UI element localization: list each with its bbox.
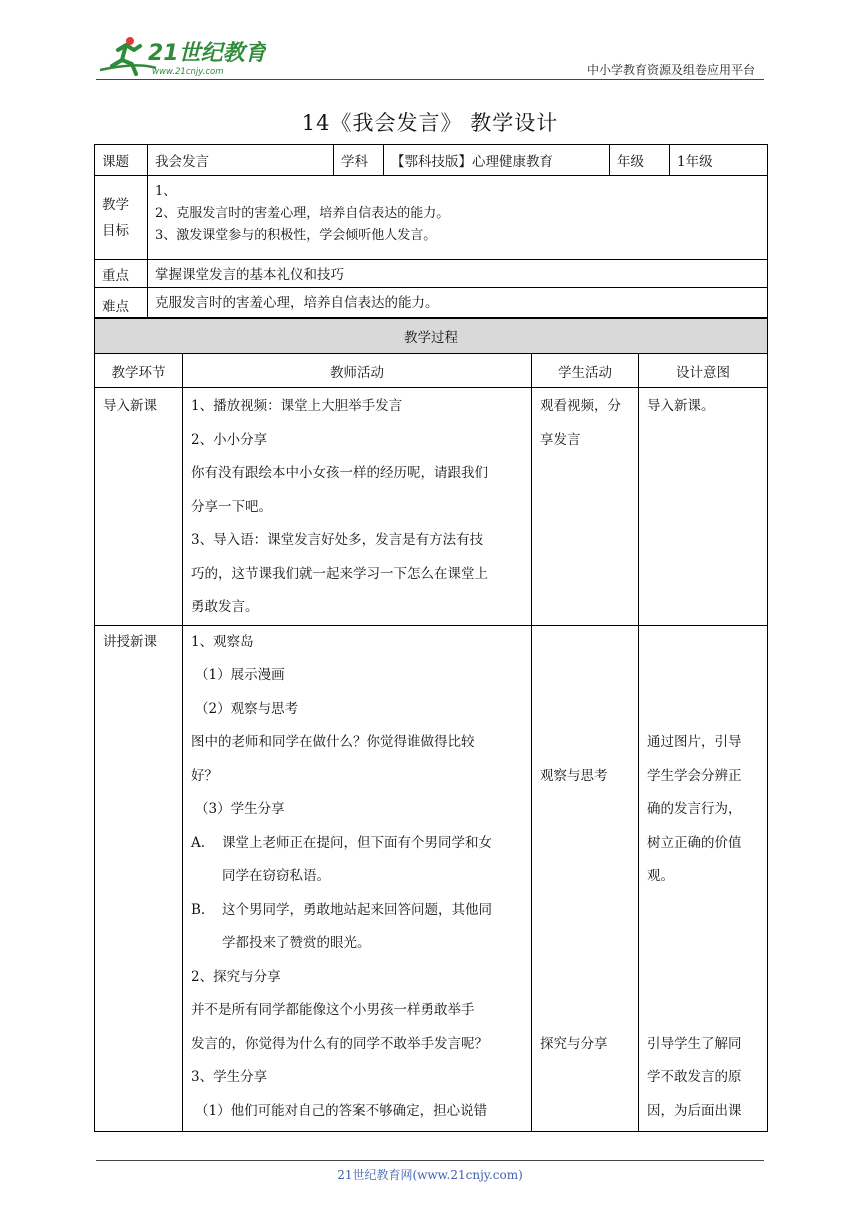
objective-item: 3、激发课堂参与的积极性，学会倾听他人发言。 [155, 228, 437, 243]
platform-name: 中小学教育资源及组卷应用平台 [586, 63, 755, 77]
lesson-info-table [94, 144, 768, 318]
grade-value: 1年级 [670, 145, 768, 176]
footer-link[interactable]: 21世纪教育网(www.21cnjy.com) [337, 1168, 523, 1182]
teacher-activity-intro: 1、播放视频：课堂上大胆举手发言 2、小小分享 你有没有跟绘本中小女孩一样的经历呢，请跟我们 分享一下吧。 3、导入语：课堂发言好处多，发言是有方法有技 巧的，这节课我们就一起来学习一下怎么在课堂上 勇敢发言。 [183, 388, 532, 626]
footer-divider [96, 1160, 764, 1161]
logo-url: www.21cnjy.com [152, 67, 224, 77]
table-row [95, 388, 768, 626]
stage-new-lesson: 讲授新课 [95, 625, 183, 1131]
key-point-label: 重点 [95, 260, 148, 288]
objective-item: 1、 [155, 184, 177, 199]
table-row [95, 625, 768, 1131]
site-logo [96, 30, 266, 80]
objectives-label: 教学 目标 [95, 176, 148, 260]
topic-label: 课题 [95, 145, 148, 176]
topic-value: 我会发言 [148, 145, 334, 176]
column-header-intent: 设计意图 [639, 354, 768, 388]
page-title: 14《我会发言》 教学设计 [301, 111, 559, 135]
column-header-student: 学生活动 [532, 354, 639, 388]
subject-label: 学科 [334, 145, 384, 176]
design-intent-new-lesson: 通过图片，引导 学生学会分辨正 确的发言行为， 树立正确的价值 观。 引导学生了解同 学不敢发言的原 因，为后面出课 [639, 625, 768, 1131]
difficulty-label: 难点 [95, 288, 148, 318]
stage-intro: 导入新课 [95, 388, 183, 626]
grade-label: 年级 [610, 145, 670, 176]
option-a: A. 课堂上老师正在提问，但下面有个男同学和女 [191, 834, 492, 851]
logo-text: 21世纪教育 [148, 41, 266, 66]
objective-item: 2、克服发言时的害羞心理，培养自信表达的能力。 [155, 206, 450, 221]
option-b: B. 这个男同学，勇敢地站起来回答问题，其他同 [191, 901, 492, 918]
teaching-process-table [94, 318, 768, 1132]
student-activity-intro: 观看视频，分 享发言 [532, 388, 639, 626]
difficulty-value: 克服发言时的害羞心理，培养自信表达的能力。 [148, 288, 768, 318]
design-intent-intro: 导入新课。 [639, 388, 768, 626]
subject-value: 【鄂科技版】心理健康教育 [384, 145, 610, 176]
logo-runner-icon [112, 45, 140, 74]
objectives-list [148, 176, 768, 260]
teacher-activity-new-lesson: 1、观察岛 （1）展示漫画 （2）观察与思考 图中的老师和同学在做什么？你觉得谁做得比较 好？ （3）学生分享 A. 课堂上老师正在提问，但下面有个男同学和女 同学在窃窃私语。 B. 这个男同学，勇敢地站起来回答问题，其他同 学都投来了赞赏的眼光。 2、探究与分享 并不是所有同学都能像这个小男孩一样勇敢举手 发言的，你觉得为什么有的同学不敢举手发言呢？ 3、学生分享 （1）他们可能对自己的答案不够确定，担心说错 [183, 625, 532, 1131]
column-header-teacher: 教师活动 [183, 354, 532, 388]
student-activity-new-lesson: 观察与思考 探究与分享 [532, 625, 639, 1131]
process-heading: 教学过程 [95, 319, 768, 354]
column-header-stage: 教学环节 [95, 354, 183, 388]
header-divider [96, 79, 764, 80]
key-point-value: 掌握课堂发言的基本礼仪和技巧 [148, 260, 768, 288]
